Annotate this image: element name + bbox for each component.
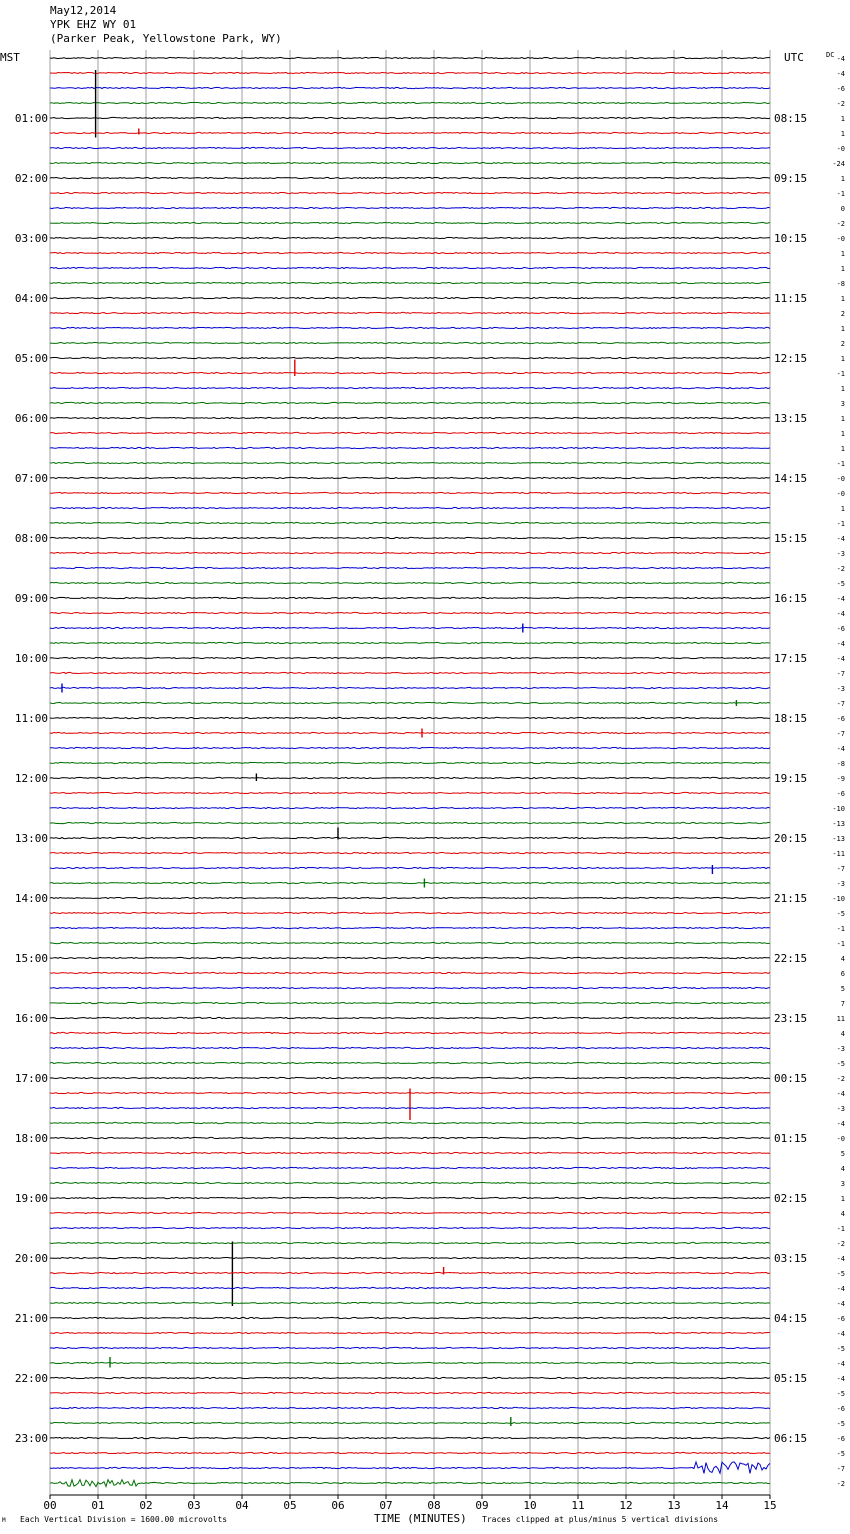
trace-line <box>50 612 770 613</box>
dc-offset-label: -4 <box>836 55 845 63</box>
trace-line <box>50 252 770 253</box>
dc-offset-label: -1 <box>836 460 845 468</box>
dc-offset-label: 1 <box>840 175 845 183</box>
utc-hour-label: 08:15 <box>774 112 808 125</box>
x-tick-label: 12 <box>619 1499 633 1512</box>
dc-offset-label: -3 <box>836 1045 845 1053</box>
trace-line <box>50 1257 770 1258</box>
trace-line <box>50 387 770 388</box>
trace-line <box>50 837 770 838</box>
mst-hour-label: 22:00 <box>14 1372 48 1385</box>
utc-hour-label: 04:15 <box>774 1312 808 1325</box>
trace-line <box>50 282 770 283</box>
mst-hour-label: 11:00 <box>14 712 48 725</box>
dc-offset-label: -7 <box>836 670 845 678</box>
trace-line <box>50 657 770 658</box>
trace-line <box>50 1347 770 1348</box>
utc-hour-label: 18:15 <box>774 712 808 725</box>
trace-line <box>50 822 770 823</box>
dc-offset-label: 11 <box>836 1015 845 1023</box>
trace-line <box>50 597 770 598</box>
trace-line <box>50 942 770 943</box>
dc-offset-label: -4 <box>836 1330 845 1338</box>
trace-line <box>50 162 770 163</box>
trace-line <box>50 747 770 748</box>
dc-offset-label: 1 <box>840 505 845 513</box>
x-tick-label: 10 <box>523 1499 537 1512</box>
dc-offset-label: -1 <box>836 925 845 933</box>
trace-line <box>50 102 770 103</box>
dc-offset-label: -3 <box>836 880 845 888</box>
dc-offset-label: -2 <box>836 565 845 573</box>
trace-line <box>50 582 770 583</box>
trace-line <box>50 492 770 493</box>
trace-line <box>50 957 770 958</box>
trace-line <box>50 1392 770 1393</box>
dc-offset-label: -9 <box>836 775 845 783</box>
dc-offset-label: -2 <box>836 100 845 108</box>
trace-line <box>50 1317 770 1318</box>
dc-offset-label: 0 <box>840 205 845 213</box>
trace-line <box>50 897 770 898</box>
axis-labels <box>0 51 845 1512</box>
utc-hour-label: 22:15 <box>774 952 808 965</box>
location-label: (Parker Peak, Yellowstone Park, WY) <box>50 32 282 45</box>
dc-offset-label: -4 <box>836 745 845 753</box>
trace-line <box>50 477 770 478</box>
mst-hour-label: 13:00 <box>14 832 48 845</box>
trace-line <box>50 567 770 568</box>
dc-offset-label: -5 <box>836 1390 845 1398</box>
trace-line <box>50 1167 770 1168</box>
dc-offset-label: -6 <box>836 790 845 798</box>
trace-line <box>50 1462 770 1474</box>
trace-line <box>50 1047 770 1048</box>
trace-group <box>50 57 770 1486</box>
x-tick-label: 00 <box>43 1499 57 1512</box>
dc-offset-label: -5 <box>836 1270 845 1278</box>
dc-offset-label: -0 <box>836 490 845 498</box>
trace-line <box>50 1287 770 1288</box>
trace-line <box>50 1332 770 1333</box>
trace-line <box>50 702 770 703</box>
trace-line <box>50 1122 770 1123</box>
trace-line <box>50 1002 770 1003</box>
corner-mark: M <box>2 1517 6 1524</box>
dc-offset-label: -4 <box>836 655 845 663</box>
mst-hour-label: 12:00 <box>14 772 48 785</box>
trace-line <box>50 867 770 868</box>
mst-hour-label: 18:00 <box>14 1132 48 1145</box>
mst-hour-label: 07:00 <box>14 472 48 485</box>
trace-line <box>50 267 770 268</box>
dc-offset-label: -7 <box>836 1465 845 1473</box>
trace-line <box>50 762 770 763</box>
trace-line <box>50 807 770 808</box>
trace-line <box>50 1062 770 1063</box>
utc-hour-label: 17:15 <box>774 652 808 665</box>
utc-hour-label: 16:15 <box>774 592 808 605</box>
dc-offset-label: -6 <box>836 1435 845 1443</box>
dc-offset-label: -2 <box>836 1480 845 1488</box>
trace-line <box>50 1212 770 1213</box>
dc-offset-label: -2 <box>836 220 845 228</box>
dc-offset-label: -5 <box>836 1345 845 1353</box>
trace-line <box>50 462 770 463</box>
utc-hour-label: 01:15 <box>774 1132 808 1145</box>
x-tick-label: 07 <box>379 1499 393 1512</box>
trace-line <box>50 1452 770 1453</box>
mst-hour-label: 19:00 <box>14 1192 48 1205</box>
dc-offset-label: -7 <box>836 865 845 873</box>
dc-offset-label: 1 <box>840 295 845 303</box>
dc-offset-label: -1 <box>836 520 845 528</box>
trace-line <box>50 117 770 118</box>
trace-line <box>50 1377 770 1378</box>
dc-offset-label: -6 <box>836 1315 845 1323</box>
dc-offset-label: -5 <box>836 1060 845 1068</box>
mst-hour-label: 08:00 <box>14 532 48 545</box>
dc-offset-label: -1 <box>836 370 845 378</box>
dc-offset-label: -4 <box>836 1375 845 1383</box>
trace-line <box>50 1077 770 1078</box>
x-tick-label: 05 <box>283 1499 297 1512</box>
utc-hour-label: 13:15 <box>774 412 808 425</box>
mst-axis-title: MST <box>0 51 20 64</box>
trace-line <box>50 327 770 328</box>
trace-line <box>50 132 770 133</box>
x-tick-label: 09 <box>475 1499 489 1512</box>
dc-offset-label: 1 <box>840 265 845 273</box>
mst-hour-label: 05:00 <box>14 352 48 365</box>
utc-hour-label: 10:15 <box>774 232 808 245</box>
trace-line <box>50 672 770 673</box>
trace-line <box>50 222 770 223</box>
dc-offset-label: -5 <box>836 1450 845 1458</box>
trace-line <box>50 1152 770 1153</box>
trace-line <box>50 312 770 313</box>
x-tick-label: 04 <box>235 1499 249 1512</box>
dc-offset-label: -7 <box>836 700 845 708</box>
dc-offset-label: 7 <box>840 1000 845 1008</box>
utc-hour-label: 15:15 <box>774 532 808 545</box>
dc-offset-label: 1 <box>840 430 845 438</box>
dc-offset-label: -4 <box>836 1120 845 1128</box>
mst-hour-label: 02:00 <box>14 172 48 185</box>
trace-line <box>50 1362 770 1363</box>
dc-offset-label: 4 <box>840 1210 845 1218</box>
dc-offset-label: 4 <box>840 1165 845 1173</box>
trace-line <box>50 1272 770 1273</box>
trace-line <box>50 147 770 148</box>
trace-line <box>50 1407 770 1408</box>
utc-hour-label: 12:15 <box>774 352 808 365</box>
utc-hour-label: 23:15 <box>774 1012 808 1025</box>
trace-line <box>50 987 770 988</box>
dc-offset-label: -4 <box>836 595 845 603</box>
dc-offset-label: -24 <box>832 160 845 168</box>
mst-hour-label: 23:00 <box>14 1432 48 1445</box>
mst-hour-label: 15:00 <box>14 952 48 965</box>
dc-offset-label: 6 <box>840 970 845 978</box>
dc-offset-label: 5 <box>840 985 845 993</box>
dc-offset-label: -3 <box>836 685 845 693</box>
trace-line <box>50 687 770 688</box>
dc-offset-label: -1 <box>836 1225 845 1233</box>
utc-hour-label: 00:15 <box>774 1072 808 1085</box>
dc-offset-label: -1 <box>836 940 845 948</box>
dc-offset-label: 1 <box>840 250 845 258</box>
dc-offset-label: 1 <box>840 325 845 333</box>
dc-offset-label: -4 <box>836 640 845 648</box>
dc-offset-label: -0 <box>836 1135 845 1143</box>
dc-offset-label: -7 <box>836 730 845 738</box>
x-tick-label: 02 <box>139 1499 153 1512</box>
x-tick-label: 03 <box>187 1499 201 1512</box>
dc-offset-label: -10 <box>832 805 845 813</box>
dc-offset-label: -5 <box>836 1420 845 1428</box>
utc-axis-title: UTC <box>784 51 804 64</box>
trace-line <box>50 177 770 178</box>
dc-offset-label: -0 <box>836 475 845 483</box>
trace-line <box>50 537 770 538</box>
trace-line <box>50 237 770 238</box>
dc-offset-label: 5 <box>840 1150 845 1158</box>
mst-hour-label: 20:00 <box>14 1252 48 1265</box>
trace-line <box>50 882 770 883</box>
dc-offset-label: -6 <box>836 625 845 633</box>
dc-offset-label: -4 <box>836 1360 845 1368</box>
trace-line <box>50 777 770 778</box>
trace-line <box>50 717 770 718</box>
dc-title: DC <box>826 51 835 59</box>
utc-hour-label: 20:15 <box>774 832 808 845</box>
trace-line <box>50 552 770 553</box>
trace-line <box>50 432 770 433</box>
trace-line <box>50 297 770 298</box>
x-tick-label: 14 <box>715 1499 729 1512</box>
dc-offset-label: -4 <box>836 1090 845 1098</box>
dc-offset-label: -1 <box>836 190 845 198</box>
dc-offset-label: -4 <box>836 610 845 618</box>
utc-hour-label: 14:15 <box>774 472 808 485</box>
dc-offset-label: 1 <box>840 445 845 453</box>
trace-line <box>50 402 770 403</box>
x-tick-label: 11 <box>571 1499 585 1512</box>
station-label: YPK EHZ WY 01 <box>50 18 137 31</box>
dc-offset-label: 1 <box>840 130 845 138</box>
dc-offset-label: -4 <box>836 535 845 543</box>
scale-note: Each Vertical Division = 1600.00 microvolts <box>20 1515 228 1524</box>
dc-offset-label: 4 <box>840 1030 845 1038</box>
trace-line <box>50 72 770 73</box>
x-tick-label: 15 <box>763 1499 777 1512</box>
dc-offset-label: -8 <box>836 280 845 288</box>
dc-offset-label: -2 <box>836 1075 845 1083</box>
x-tick-label: 01 <box>91 1499 105 1512</box>
dc-offset-label: -3 <box>836 1105 845 1113</box>
dc-offset-label: -11 <box>832 850 845 858</box>
trace-line <box>50 447 770 448</box>
trace-line <box>50 1480 770 1487</box>
date-label: May12,2014 <box>50 4 117 17</box>
dc-offset-label: -0 <box>836 145 845 153</box>
trace-line <box>50 1422 770 1423</box>
dc-offset-label: 1 <box>840 355 845 363</box>
utc-hour-label: 05:15 <box>774 1372 808 1385</box>
dc-offset-label: -5 <box>836 910 845 918</box>
trace-line <box>50 1182 770 1183</box>
trace-line <box>50 342 770 343</box>
trace-line <box>50 732 770 733</box>
x-axis-title: TIME (MINUTES) <box>374 1512 467 1525</box>
dc-offset-label: -3 <box>836 550 845 558</box>
trace-line <box>50 1227 770 1228</box>
dc-offset-label: -6 <box>836 1405 845 1413</box>
dc-offset-label: 1 <box>840 115 845 123</box>
dc-offset-label: -4 <box>836 1285 845 1293</box>
dc-offset-label: -6 <box>836 85 845 93</box>
dc-offset-label: 2 <box>840 340 845 348</box>
x-tick-label: 13 <box>667 1499 681 1512</box>
trace-line <box>50 912 770 913</box>
trace-line <box>50 792 770 793</box>
trace-line <box>50 372 770 373</box>
trace-line <box>50 972 770 973</box>
mst-hour-label: 06:00 <box>14 412 48 425</box>
trace-line <box>50 1017 770 1018</box>
mst-hour-label: 16:00 <box>14 1012 48 1025</box>
dc-offset-label: -5 <box>836 580 845 588</box>
mst-hour-label: 14:00 <box>14 892 48 905</box>
trace-line <box>50 522 770 523</box>
trace-line <box>50 192 770 193</box>
dc-offset-label: -4 <box>836 70 845 78</box>
dc-offset-label: -0 <box>836 235 845 243</box>
trace-line <box>50 1437 770 1438</box>
dc-offset-label: -13 <box>832 835 845 843</box>
trace-line <box>50 1197 770 1198</box>
dc-offset-label: -4 <box>836 1300 845 1308</box>
dc-offset-label: -8 <box>836 760 845 768</box>
trace-line <box>50 627 770 628</box>
trace-line <box>50 357 770 358</box>
trace-line <box>50 87 770 88</box>
dc-offset-label: 3 <box>840 400 845 408</box>
mst-hour-label: 17:00 <box>14 1072 48 1085</box>
trace-line <box>50 642 770 643</box>
utc-hour-label: 09:15 <box>774 172 808 185</box>
utc-hour-label: 03:15 <box>774 1252 808 1265</box>
x-tick-label: 08 <box>427 1499 441 1512</box>
utc-hour-label: 02:15 <box>774 1192 808 1205</box>
trace-line <box>50 417 770 418</box>
dc-offset-label: -2 <box>836 1240 845 1248</box>
x-tick-label: 06 <box>331 1499 345 1512</box>
utc-hour-label: 11:15 <box>774 292 808 305</box>
dc-offset-label: -6 <box>836 715 845 723</box>
dc-offset-label: 3 <box>840 1180 845 1188</box>
dc-offset-label: 4 <box>840 955 845 963</box>
trace-line <box>50 57 770 58</box>
dc-offset-label: 2 <box>840 310 845 318</box>
dc-offset-label: 1 <box>840 1195 845 1203</box>
trace-line <box>50 507 770 508</box>
trace-line <box>50 1137 770 1138</box>
dc-offset-label: -4 <box>836 1255 845 1263</box>
trace-line <box>50 1302 770 1303</box>
plot-grid <box>50 50 770 1495</box>
utc-hour-label: 21:15 <box>774 892 808 905</box>
dc-offset-label: 1 <box>840 415 845 423</box>
trace-line <box>50 852 770 853</box>
mst-hour-label: 21:00 <box>14 1312 48 1325</box>
trace-line <box>50 207 770 208</box>
mst-hour-label: 03:00 <box>14 232 48 245</box>
mst-hour-label: 10:00 <box>14 652 48 665</box>
dc-offset-label: -10 <box>832 895 845 903</box>
clip-note: Traces clipped at plus/minus 5 vertical divisions <box>482 1515 719 1524</box>
dc-offset-label: -13 <box>832 820 845 828</box>
trace-line <box>50 927 770 928</box>
trace-line <box>50 1032 770 1033</box>
utc-hour-label: 06:15 <box>774 1432 808 1445</box>
mst-hour-label: 01:00 <box>14 112 48 125</box>
trace-line <box>50 1242 770 1243</box>
utc-hour-label: 19:15 <box>774 772 808 785</box>
mst-hour-label: 09:00 <box>14 592 48 605</box>
mst-hour-label: 04:00 <box>14 292 48 305</box>
dc-offset-label: 1 <box>840 385 845 393</box>
